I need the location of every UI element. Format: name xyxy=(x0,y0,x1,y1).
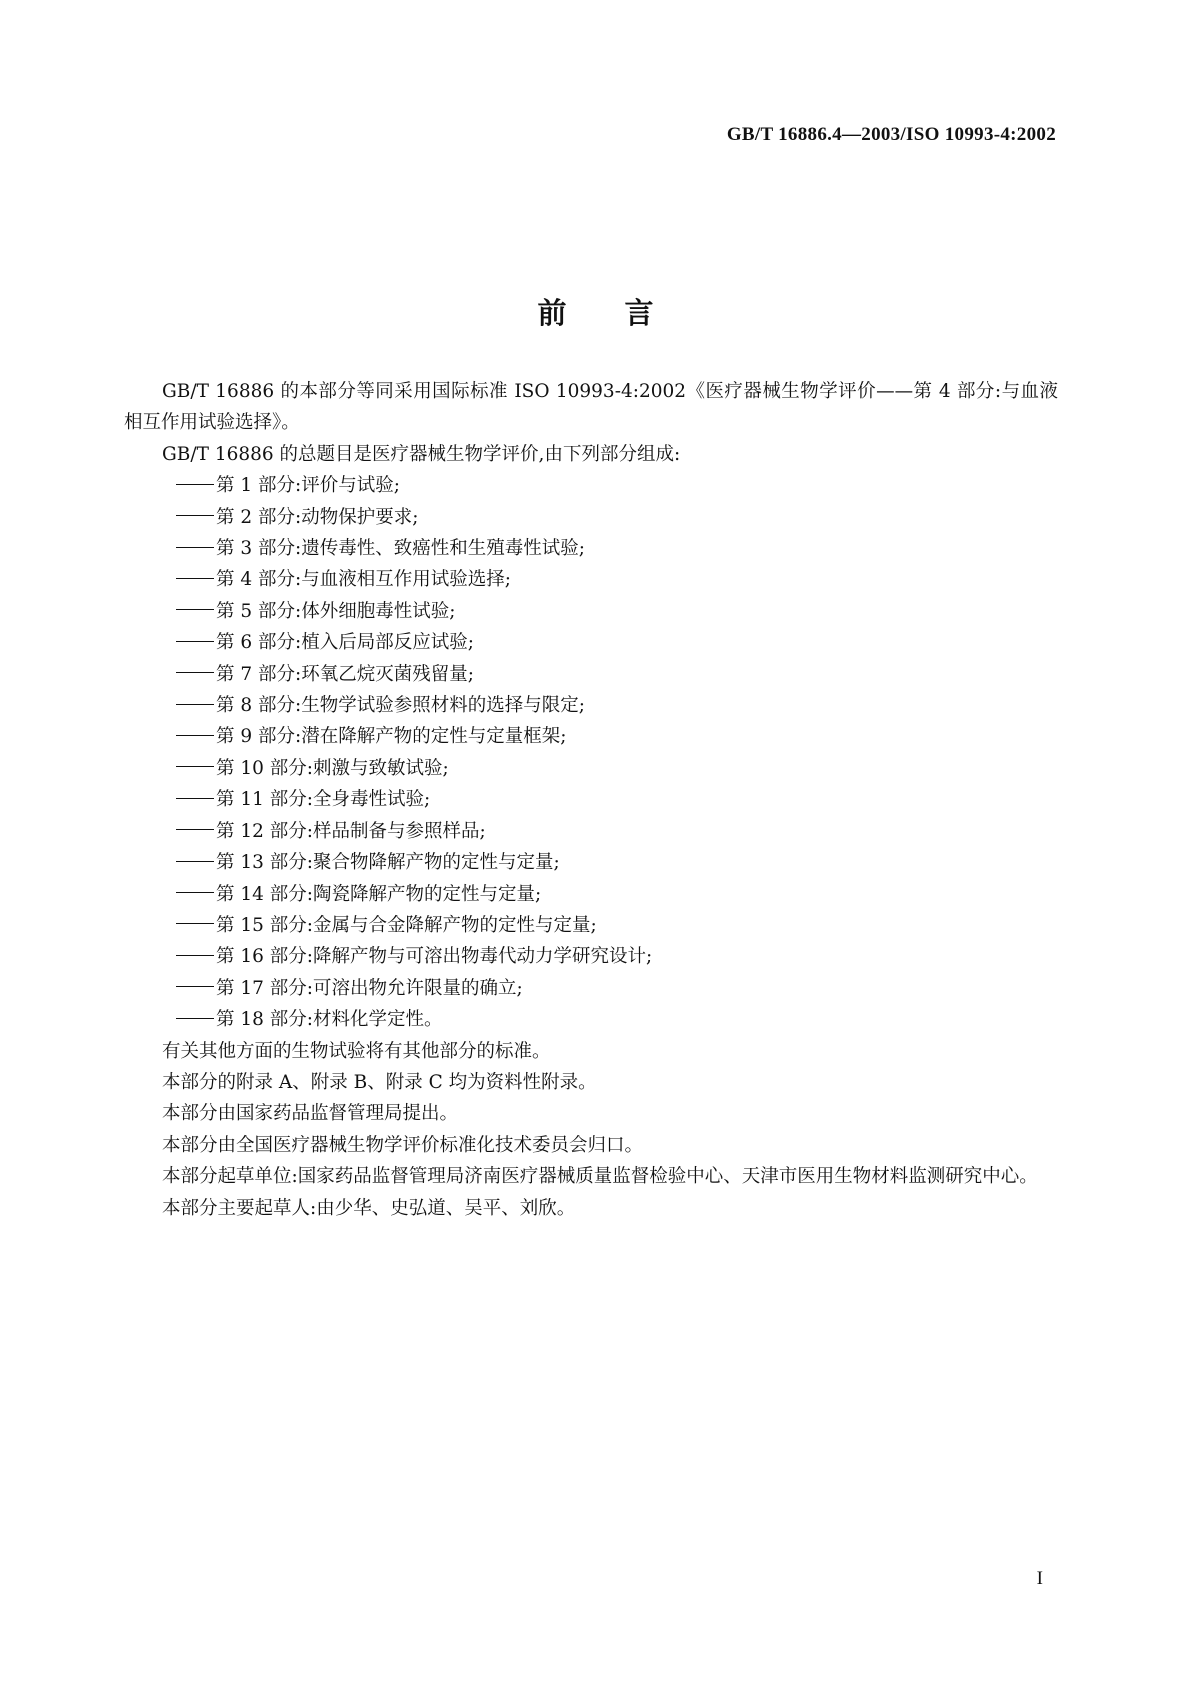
closing-paragraph: 本部分由全国医疗器械生物学评价标准化技术委员会归口。 xyxy=(162,1134,644,1156)
list-item xyxy=(124,721,1058,752)
list-item xyxy=(124,816,1058,847)
list-item xyxy=(124,502,1058,533)
list-item-text: 第 9 部分:潜在降解产物的定性与定量框架; xyxy=(216,726,567,748)
list-item-text: 第 2 部分:动物保护要求; xyxy=(216,506,419,528)
list-item xyxy=(124,470,1058,501)
list-item-text: 第 14 部分:陶瓷降解产物的定性与定量; xyxy=(216,883,542,905)
list-item-text: 第 17 部分:可溶出物允许限量的确立; xyxy=(216,977,523,999)
em-dash-marker xyxy=(176,641,214,642)
list-item-text: 第 16 部分:降解产物与可溶出物毒代动力学研究设计; xyxy=(216,946,653,968)
parts-list xyxy=(124,470,1058,1035)
list-item-text: 第 5 部分:体外细胞毒性试验; xyxy=(216,600,456,622)
em-dash-marker xyxy=(176,704,214,705)
list-item xyxy=(124,659,1058,690)
list-item xyxy=(124,879,1058,910)
list-item-text: 第 10 部分:刺激与致敏试验; xyxy=(216,757,449,779)
list-item xyxy=(124,973,1058,1004)
list-item xyxy=(124,627,1058,658)
em-dash-marker xyxy=(176,547,214,548)
list-item-text: 第 15 部分:金属与合金降解产物的定性与定量; xyxy=(216,914,597,936)
em-dash-marker xyxy=(176,578,214,579)
em-dash-marker xyxy=(176,515,214,516)
list-item-text: 第 12 部分:样品制备与参照样品; xyxy=(216,820,486,842)
closing-paragraph: 本部分的附录 A、附录 B、附录 C 均为资料性附录。 xyxy=(162,1071,597,1093)
closing-paragraph: 本部分起草单位:国家药品监督管理局济南医疗器械质量监督检验中心、天津市医用生物材料监测研究中心。 xyxy=(162,1166,1038,1188)
closing-paragraph: 本部分主要起草人:由少华、史弘道、吴平、刘欣。 xyxy=(162,1197,576,1219)
em-dash-marker xyxy=(176,798,214,799)
em-dash-marker xyxy=(176,986,214,987)
page-title: 前言 xyxy=(537,296,712,331)
closing-paragraph: 有关其他方面的生物试验将有其他部分的标准。 xyxy=(162,1040,551,1062)
em-dash-marker xyxy=(176,892,214,893)
standard-code-header: GB/T 16886.4—2003/ISO 10993-4:2002 xyxy=(726,124,1056,145)
em-dash-marker xyxy=(176,609,214,610)
em-dash-marker xyxy=(176,672,214,673)
em-dash-marker xyxy=(176,923,214,924)
list-item xyxy=(124,784,1058,815)
em-dash-marker xyxy=(176,829,214,830)
list-item xyxy=(124,1004,1058,1035)
list-item-text: 第 4 部分:与血液相互作用试验选择; xyxy=(216,569,511,591)
list-item-text: 第 1 部分:评价与试验; xyxy=(216,475,400,497)
closing-paragraph: 本部分由国家药品监督管理局提出。 xyxy=(162,1103,459,1125)
list-item-text: 第 7 部分:环氧乙烷灭菌残留量; xyxy=(216,663,474,685)
intro-paragraph: GB/T 16886 的本部分等同采用国际标准 ISO 10993-4:2002《医疗器械生物学评价——第 4 部分:与血液相互作用试验选择》。 xyxy=(124,381,1058,434)
em-dash-marker xyxy=(176,484,214,485)
intro-paragraph: GB/T 16886 的总题目是医疗器械生物学评价,由下列部分组成: xyxy=(162,443,681,465)
foreword-body xyxy=(124,376,1058,1224)
list-item xyxy=(124,847,1058,878)
list-item xyxy=(124,690,1058,721)
list-item xyxy=(124,564,1058,595)
list-item xyxy=(124,753,1058,784)
em-dash-marker xyxy=(176,735,214,736)
list-item-text: 第 6 部分:植入后局部反应试验; xyxy=(216,632,474,654)
em-dash-marker xyxy=(176,766,214,767)
em-dash-marker xyxy=(176,955,214,956)
list-item xyxy=(124,596,1058,627)
list-item xyxy=(124,941,1058,972)
list-item-text: 第 3 部分:遗传毒性、致癌性和生殖毒性试验; xyxy=(216,538,585,560)
em-dash-marker xyxy=(176,1018,214,1019)
list-item-text: 第 11 部分:全身毒性试验; xyxy=(216,789,431,811)
list-item xyxy=(124,910,1058,941)
list-item-text: 第 8 部分:生物学试验参照材料的选择与限定; xyxy=(216,695,585,717)
em-dash-marker xyxy=(176,861,214,862)
list-item-text: 第 18 部分:材料化学定性。 xyxy=(216,1009,443,1031)
page-number: I xyxy=(1036,1568,1043,1589)
list-item xyxy=(124,533,1058,564)
list-item-text: 第 13 部分:聚合物降解产物的定性与定量; xyxy=(216,852,560,874)
